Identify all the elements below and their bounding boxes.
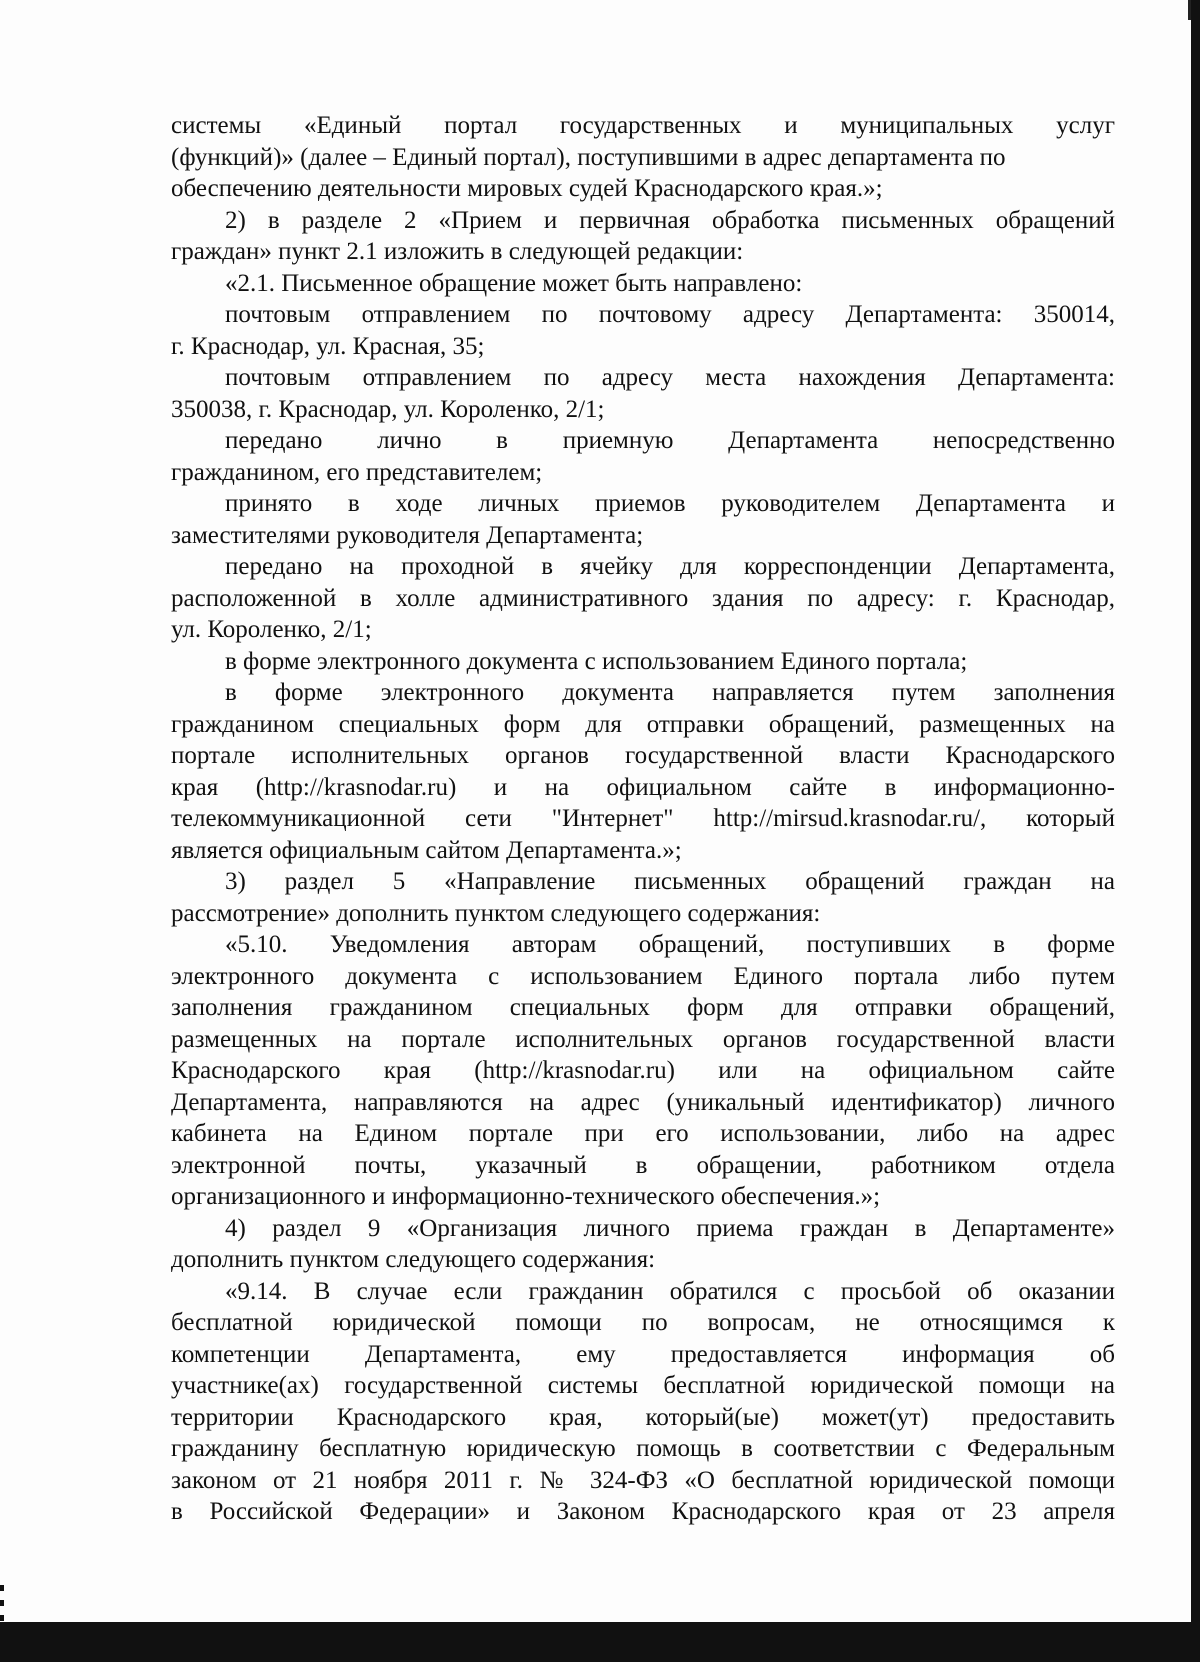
- document-line: 350038, г. Краснодар, ул. Короленко, 2/1;: [171, 395, 605, 423]
- document-line: передано лично в приемную Департамента непосредственно: [225, 427, 1115, 454]
- document-line: гражданином, его представителем;: [171, 458, 543, 486]
- document-line: организационного и информационно-технического обеспечения.»;: [171, 1183, 881, 1210]
- document-line: передано на проходной в ячейку для корреспонденции Департамента,: [225, 553, 1115, 580]
- document-line: почтовым отправлением по адресу места нахождения Департамента:: [225, 364, 1115, 391]
- document-line: рассмотрение» дополнить пунктом следующего содержания:: [171, 899, 821, 927]
- document-line: заместителями руководителя Департамента;: [171, 521, 644, 549]
- document-line: участнике(ах) государственной системы бесплатной юридической помощи на: [171, 1372, 1115, 1399]
- document-line: граждан» пункт 2.1 изложить в следующей редакции:: [171, 238, 744, 265]
- document-line: ул. Короленко, 2/1;: [171, 616, 372, 643]
- document-line: «2.1. Письменное обращение может быть направлено:: [225, 269, 803, 297]
- scan-tick: [0, 1615, 4, 1621]
- document-line: территории Краснодарского края, который(ые) может(ут) предоставить: [171, 1403, 1115, 1431]
- document-line: расположенной в холле административного здания по адресу: г. Краснодар,: [171, 584, 1115, 612]
- document-line: гражданином специальных форм для отправки обращений, размещенных на: [171, 710, 1115, 738]
- document-line: кабинета на Едином портале при его использовании, либо на адрес: [171, 1120, 1115, 1147]
- document-line: «9.14. В случае если гражданин обратился с просьбой об оказании: [225, 1277, 1115, 1305]
- scan-right-edge: [1191, 0, 1200, 1662]
- document-line: электронной почты, указачный в обращении, работником отдела: [171, 1151, 1115, 1179]
- document-line: обеспечению деятельности мировых судей Краснодарского края.»;: [171, 175, 883, 202]
- document-line: в форме электронного документа с использованием Единого портала;: [225, 647, 968, 675]
- document-line: принято в ходе личных приемов руководителем Департамента и: [225, 490, 1115, 517]
- document-line: системы «Единый портал государственных и муниципальных услуг: [171, 112, 1115, 139]
- document-line: компетенции Департамента, ему предоставляется информация об: [171, 1340, 1115, 1368]
- document-line: (функций)» (далее – Единый портал), поступившими в адрес департамента по: [171, 143, 1006, 171]
- document-line: телекоммуникационной сети "Интернет" http://mirsud.krasnodar.ru/, который: [171, 805, 1115, 832]
- scan-bottom-edge: [0, 1622, 1200, 1662]
- document-line: «5.10. Уведомления авторам обращений, поступивших в форме: [225, 931, 1115, 958]
- scan-edge-mark: [1188, 0, 1191, 20]
- document-line: 4) раздел 9 «Организация личного приема граждан в Департаменте»: [225, 1214, 1115, 1242]
- document-line: бесплатной юридической помощи по вопросам, не относящимся к: [171, 1309, 1115, 1336]
- scan-tick: [0, 1600, 4, 1606]
- document-line: 3) раздел 5 «Направление письменных обращений граждан на: [225, 868, 1115, 895]
- document-line: почтовым отправлением по почтовому адресу Департамента: 350014,: [225, 301, 1115, 328]
- document-line: портале исполнительных органов государственной власти Краснодарского: [171, 742, 1115, 769]
- document-line: края (http://krasnodar.ru) и на официальном сайте в информационно-: [171, 773, 1115, 801]
- document-line: Департамента, направляются на адрес (уникальный идентификатор) личного: [171, 1088, 1115, 1116]
- document-line: заполнения гражданином специальных форм для отправки обращений,: [171, 994, 1115, 1021]
- document-line: размещенных на портале исполнительных органов государственной власти: [171, 1025, 1115, 1053]
- document-line: электронного документа с использованием Единого портала либо путем: [171, 962, 1115, 990]
- document-line: является официальным сайтом Департамента.»;: [171, 836, 682, 864]
- document-body: [171, 110, 1115, 1528]
- document-line: 2) в разделе 2 «Прием и первичная обработка письменных обращений: [225, 206, 1115, 234]
- document-line: дополнить пунктом следующего содержания:: [171, 1246, 656, 1273]
- document-line: Краснодарского края (http://krasnodar.ru) или на официальном сайте: [171, 1057, 1115, 1084]
- document-line: в Российской Федерации» и Законом Краснодарского края от 23 апреля: [171, 1498, 1115, 1525]
- document-line: гражданину бесплатную юридическую помощь в соответствии с Федеральным: [171, 1435, 1115, 1462]
- document-line: законом от 21 ноября 2011 г. № 324-ФЗ «О бесплатной юридической помощи: [171, 1466, 1115, 1494]
- document-line: в форме электронного документа направляется путем заполнения: [225, 679, 1115, 706]
- scan-tick: [0, 1585, 4, 1591]
- document-line: г. Краснодар, ул. Красная, 35;: [171, 332, 485, 360]
- scan-left-marks: [0, 1585, 4, 1625]
